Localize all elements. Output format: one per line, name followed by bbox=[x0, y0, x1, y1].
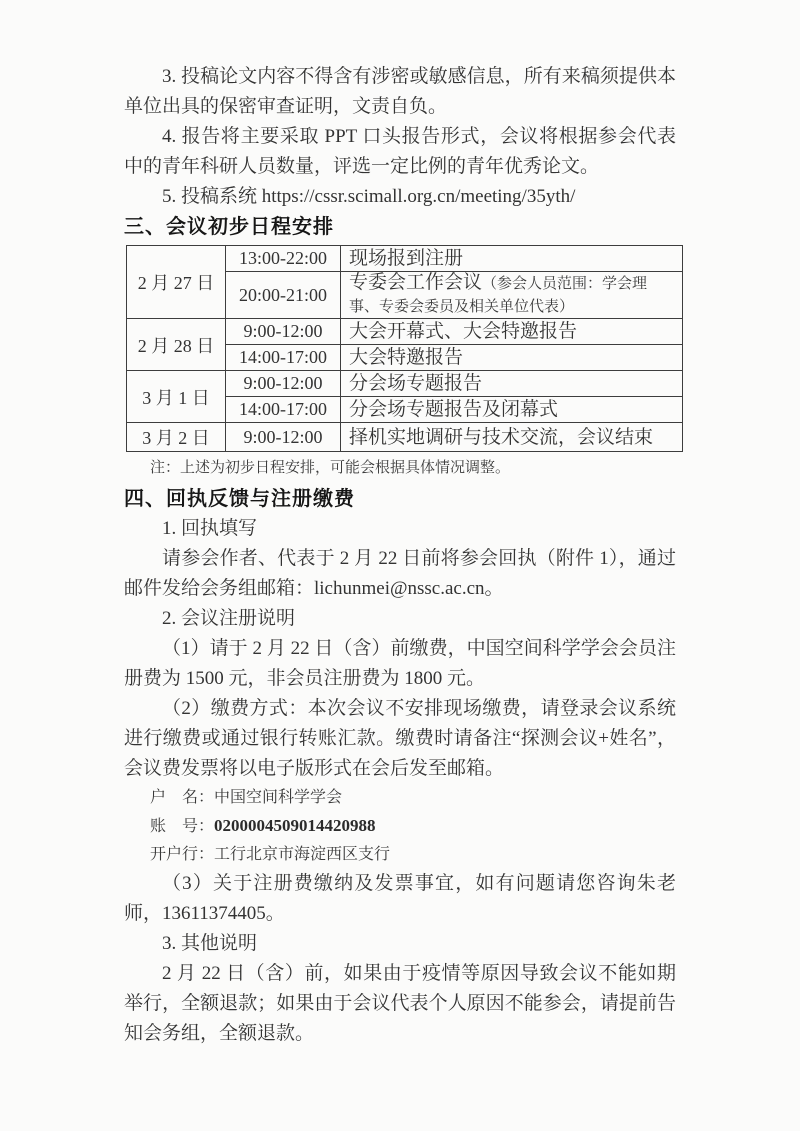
event-note: （参会人员范围：学会理事、专委会委员及相关单位代表） bbox=[349, 276, 648, 315]
bank-branch bbox=[150, 841, 676, 869]
subsection-1-title: 1. 回执填写 bbox=[162, 518, 258, 539]
paragraph-submission-url: 5. 投稿系统 https://cssr.scimall.org.cn/meeting/35yth/ bbox=[162, 186, 576, 207]
bank-label: 开户行： bbox=[150, 846, 215, 863]
date-cell: 2 月 28 日 bbox=[127, 319, 226, 371]
section-4-heading: 四、回执反馈与注册缴费 bbox=[124, 488, 355, 510]
event-cell bbox=[341, 272, 683, 319]
event-text: 分会场专题报告 bbox=[349, 373, 483, 394]
schedule-table bbox=[126, 245, 683, 452]
time-cell: 14:00-17:00 bbox=[226, 397, 341, 423]
event-cell bbox=[341, 423, 683, 452]
bank-label: 账 号： bbox=[150, 818, 215, 835]
event-text: 分会场专题报告及闭幕式 bbox=[349, 399, 559, 420]
bank-details bbox=[124, 784, 676, 869]
paragraph-registration-fee: （1）请于 2 月 22 日（含）前缴费，中国空间科学学会会员注册费为 1500 元，非会员注册费为 1800 元。 bbox=[124, 638, 676, 689]
subsection-3-title: 3. 其他说明 bbox=[162, 933, 258, 954]
table-row bbox=[127, 423, 683, 452]
time-cell: 13:00-22:00 bbox=[226, 246, 341, 272]
date-cell: 3 月 1 日 bbox=[127, 371, 226, 423]
paragraph-submission-security: 3. 投稿论文内容不得含有涉密或敏感信息，所有来稿须提供本单位出具的保密审查证明，文责自负。 bbox=[124, 66, 676, 117]
event-cell bbox=[341, 345, 683, 371]
event-cell bbox=[341, 319, 683, 345]
section-3-heading: 三、会议初步日程安排 bbox=[124, 216, 334, 238]
time-cell: 9:00-12:00 bbox=[226, 319, 341, 345]
paragraph-report-format: 4. 报告将主要采取 PPT 口头报告形式，会议将根据参会代表中的青年科研人员数量，评选一定比例的青年优秀论文。 bbox=[124, 126, 676, 177]
event-text: 现场报到注册 bbox=[349, 248, 464, 269]
time-cell: 9:00-12:00 bbox=[226, 423, 341, 452]
time-cell: 9:00-12:00 bbox=[226, 371, 341, 397]
table-row bbox=[127, 319, 683, 345]
table-row bbox=[127, 246, 683, 272]
event-text: 大会开幕式、大会特邀报告 bbox=[349, 321, 578, 342]
bank-label: 户 名： bbox=[150, 789, 215, 806]
time-cell: 14:00-17:00 bbox=[226, 345, 341, 371]
time-cell: 20:00-21:00 bbox=[226, 272, 341, 319]
event-cell bbox=[341, 397, 683, 423]
date-cell: 3 月 2 日 bbox=[127, 423, 226, 452]
bank-value: 工行北京市海淀西区支行 bbox=[214, 846, 391, 863]
bank-account-number bbox=[150, 812, 676, 841]
bank-value: 0200004509014420988 bbox=[214, 816, 376, 835]
paragraph-invoice-contact: （3）关于注册费缴纳及发票事宜，如有问题请您咨询朱老师，13611374405。 bbox=[124, 873, 676, 924]
event-cell bbox=[341, 246, 683, 272]
paragraph-receipt-reply: 请参会作者、代表于 2 月 22 日前将参会回执（附件 1），通过邮件发给会务组邮箱：lichunmei@nssc.ac.cn。 bbox=[124, 548, 676, 599]
paragraph-refund-policy: 2 月 22 日（含）前，如果由于疫情等原因导致会议不能如期举行，全额退款；如果由于会议代表个人原因不能参会，请提前告知会务组，全额退款。 bbox=[124, 963, 676, 1044]
schedule-note: 注：上述为初步日程安排，可能会根据具体情况调整。 bbox=[150, 460, 511, 476]
event-text: 择机实地调研与技术交流，会议结束 bbox=[349, 426, 654, 448]
event-text: 大会特邀报告 bbox=[349, 347, 464, 368]
event-text: 专委会工作会议 bbox=[349, 272, 483, 293]
table-row bbox=[127, 371, 683, 397]
date-cell: 2 月 27 日 bbox=[127, 246, 226, 319]
bank-value: 中国空间科学学会 bbox=[214, 789, 343, 806]
bank-account-name bbox=[150, 784, 676, 812]
paragraph-payment-method: （2）缴费方式：本次会议不安排现场缴费，请登录会议系统进行缴费或通过银行转账汇款。缴费时请备注“探测会议+姓名”，会议费发票将以电子版形式在会后发至邮箱。 bbox=[124, 698, 676, 779]
subsection-2-title: 2. 会议注册说明 bbox=[162, 608, 296, 629]
event-cell bbox=[341, 371, 683, 397]
